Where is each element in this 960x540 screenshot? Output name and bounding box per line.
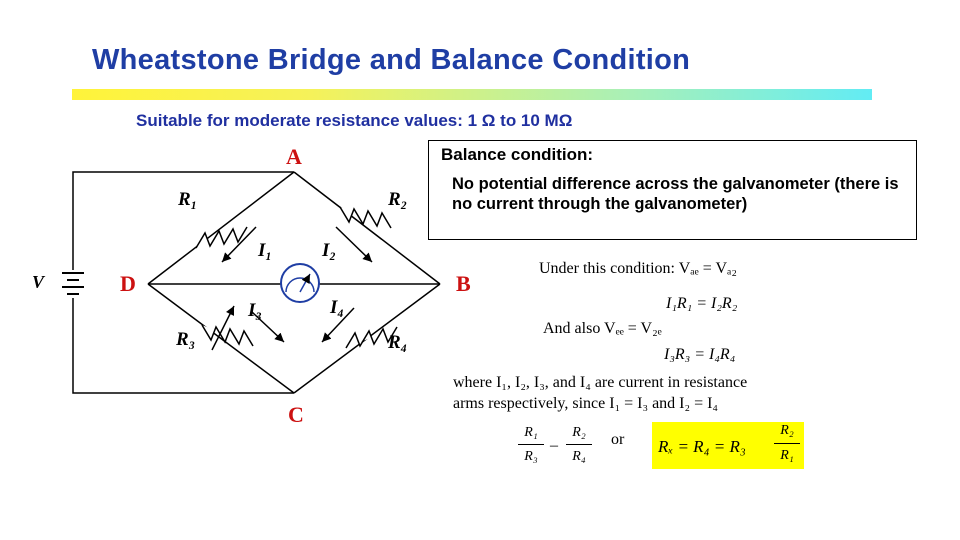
balance-heading: Balance condition: (441, 145, 594, 164)
label-i2: I₂ (322, 240, 337, 261)
eq-under-condition: Under this condition: Vₐₑ = Vₐ₂ (539, 260, 737, 277)
label-r3: R₃ (176, 329, 196, 350)
resistor-r2 (340, 207, 391, 228)
source-label: V (32, 272, 45, 292)
battery-symbol (62, 270, 84, 298)
eq-where-line2: arms respectively, since I₁ = I₃ and I₂ = I₄ (453, 395, 719, 412)
wire-a-b (294, 172, 440, 284)
label-r2: R₂ (388, 189, 408, 210)
node-label-b: B (456, 271, 471, 296)
final-formula-lhs: Rₓ = R₄ = R₃ (658, 437, 746, 456)
node-label-c: C (288, 402, 304, 427)
node-label-a: A (286, 144, 302, 169)
eq-i1r1-i2r2: I₁R₁ = I₂R₂ (666, 295, 738, 312)
label-r1: R₁ (178, 189, 198, 210)
final-frac-line (774, 443, 800, 444)
frac-r3: R₃ (524, 449, 538, 464)
wire-c-d (148, 284, 294, 393)
balance-condition-box (428, 140, 917, 240)
node-label-d: D (120, 271, 136, 296)
eq-or: or (611, 431, 625, 448)
label-i3: I₃ (248, 300, 263, 321)
eq-i3r3-i4r4: I₃R₃ = I₄R₄ (664, 346, 736, 363)
frac-r4: R₄ (572, 449, 586, 464)
slide-subtitle: Suitable for moderate resistance values: 1 Ω to 10 MΩ (136, 111, 573, 130)
label-i4: I₄ (330, 297, 345, 318)
frac-line-1 (518, 444, 544, 445)
label-r4: R₄ (388, 332, 408, 353)
eq-where-line1: where I₁, I₂, I₃, and I₄ are current in resistance (453, 374, 748, 391)
galvanometer-symbol (281, 264, 319, 302)
frac-r1: R₁ (524, 425, 538, 440)
final-formula-num: R₂ (780, 423, 794, 438)
eq-and-also: And also Vₑₑ = V₂ₑ (543, 320, 662, 337)
label-i1: I₁ (258, 240, 273, 261)
wire-d-a (148, 172, 294, 284)
final-formula-den: R₁ (780, 448, 794, 463)
balance-description: No potential difference across the galvanometer (there is no current through the galvanometer) (452, 175, 899, 213)
frac-r2: R₂ (572, 425, 586, 440)
slide-title: Wheatstone Bridge and Balance Condition (92, 44, 691, 76)
eq-dash: – (550, 437, 558, 454)
current-arrow-i2 (336, 227, 372, 262)
frac-line-2 (566, 444, 592, 445)
